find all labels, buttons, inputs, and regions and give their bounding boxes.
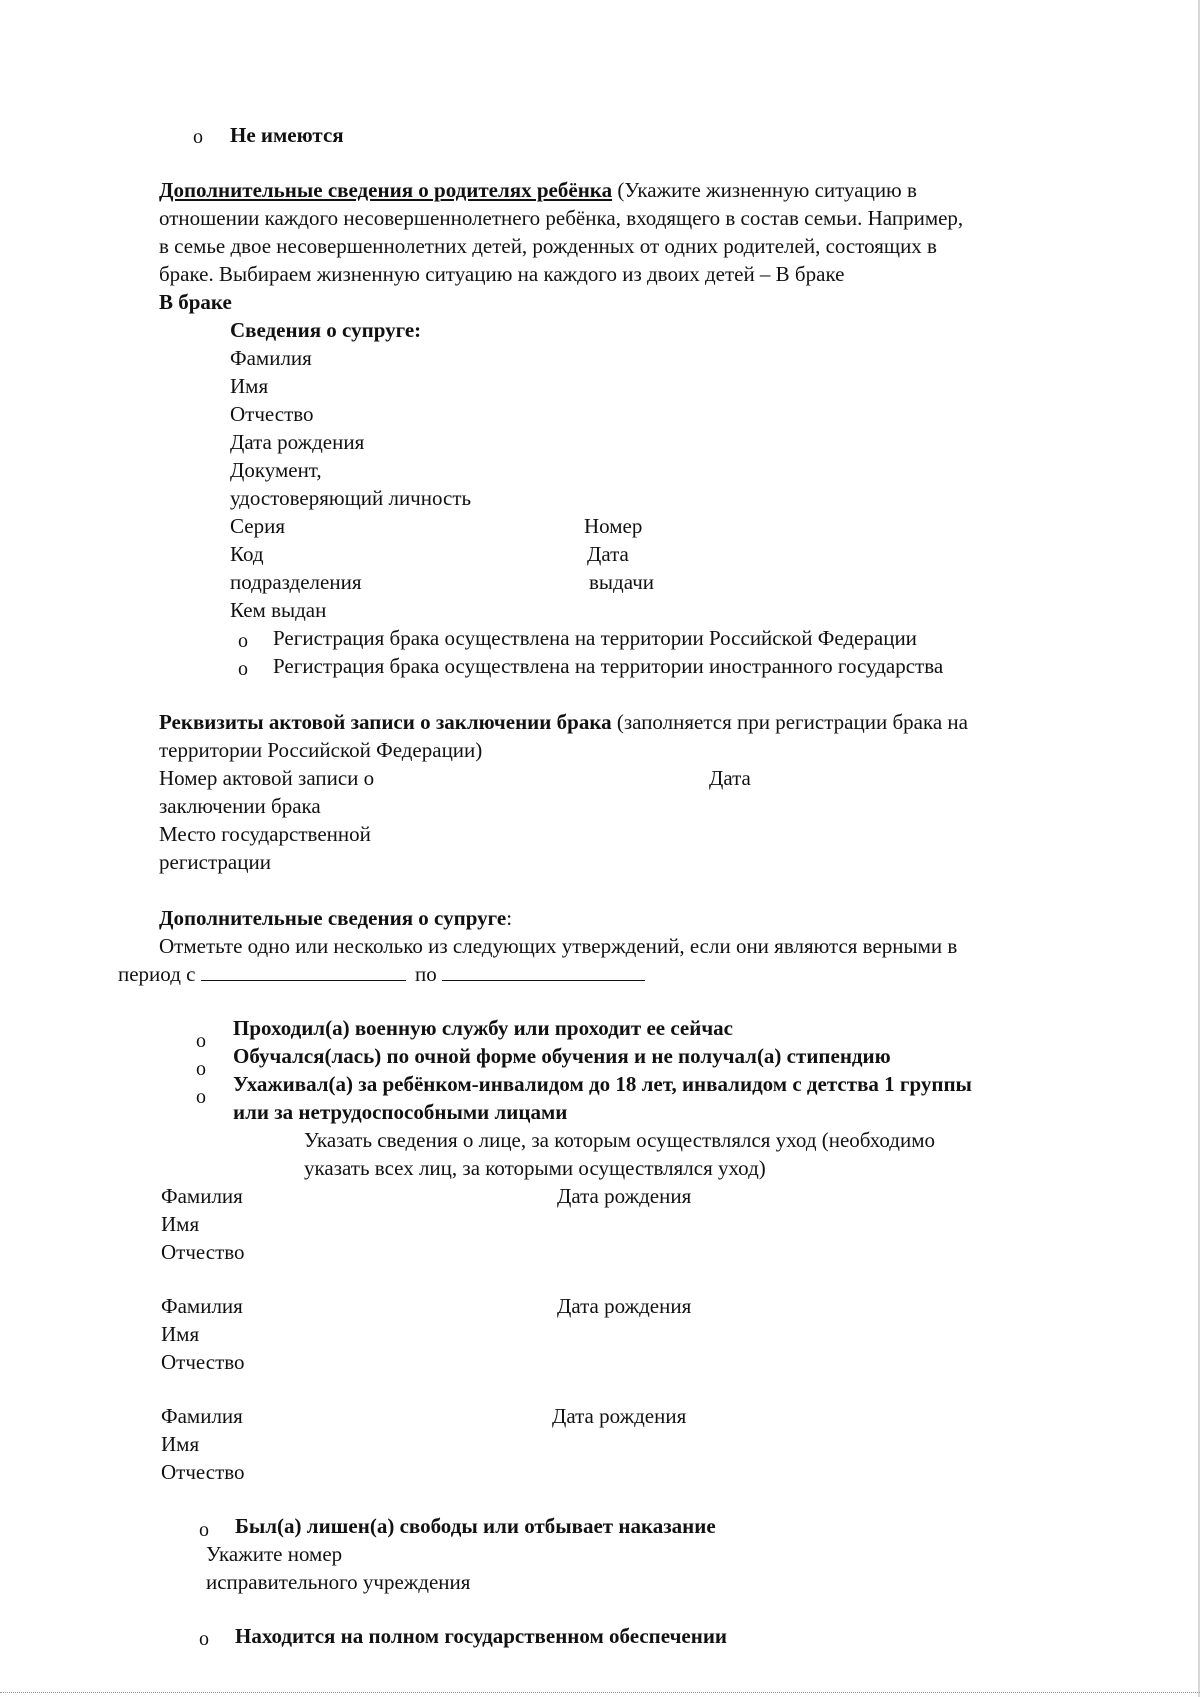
scan-bottom-edge	[0, 1691, 1200, 1693]
spouse-issued-by-label: Кем выдан	[230, 598, 327, 622]
care-patronymic-label: Отчество	[161, 1240, 245, 1264]
extra-spouse-heading-line	[159, 906, 512, 931]
care-name-label: Имя	[161, 1322, 200, 1346]
registration-foreign-label: Регистрация брака осуществлена на территории иностранного государства	[273, 654, 944, 678]
state-support-label: Находится на полном государственном обеспечении	[235, 1624, 728, 1648]
checkbox-care[interactable]: o	[196, 1086, 206, 1108]
act-number-label: Номер актовой записи о	[159, 766, 375, 790]
spouse-birth-date-label: Дата рождения	[230, 430, 365, 454]
radio-registration-foreign[interactable]: o	[238, 658, 248, 680]
period-to-input[interactable]	[442, 962, 645, 981]
act-place-label-2: регистрации	[159, 850, 271, 874]
spouse-number-label: Номер	[584, 514, 643, 538]
registration-rf-label: Регистрация брака осуществлена на территории Российской Федерации	[273, 626, 917, 650]
care-note-2: указать всех лиц, за которыми осуществлялся уход)	[304, 1156, 766, 1180]
spouse-name-label: Имя	[230, 374, 269, 398]
care-label-2: или за нетрудоспособными лицами	[233, 1100, 568, 1124]
care-surname-label: Фамилия	[161, 1294, 243, 1318]
spouse-issue-date-label-2: выдачи	[589, 570, 654, 594]
care-birth-date-label: Дата рождения	[552, 1404, 687, 1428]
checkbox-prison[interactable]: o	[199, 1519, 209, 1541]
period-from-label: период с	[118, 962, 196, 986]
care-surname-label: Фамилия	[161, 1404, 243, 1428]
spouse-document-label: Документ,	[230, 458, 322, 482]
checkbox-study[interactable]: o	[196, 1058, 206, 1080]
period-to-label: по	[414, 962, 437, 986]
prison-hint-2: исправительного учреждения	[206, 1570, 471, 1594]
act-record-heading-line	[159, 710, 968, 735]
act-place-label: Место государственной	[159, 822, 371, 846]
care-name-label: Имя	[161, 1432, 200, 1456]
care-note: Указать сведения о лице, за которым осуществлялся уход (необходимо	[304, 1128, 935, 1152]
extra-spouse-heading: Дополнительные сведения о супруге	[159, 906, 507, 930]
spouse-code-label-2: подразделения	[230, 570, 362, 594]
care-patronymic-label: Отчество	[161, 1460, 245, 1484]
spouse-issue-date-label: Дата	[587, 542, 629, 566]
spouse-code-label: Код	[230, 542, 264, 566]
parents-note-1: (Укажите жизненную ситуацию в	[612, 178, 917, 202]
care-patronymic-label: Отчество	[161, 1350, 245, 1374]
spouse-patronymic-label: Отчество	[230, 402, 314, 426]
military-label: Проходил(а) военную службу или проходит ее сейчас	[233, 1016, 733, 1040]
married-label: В браке	[159, 290, 232, 314]
period-line	[118, 962, 645, 987]
spouse-surname-label: Фамилия	[230, 346, 312, 370]
option-none-label: Не имеются	[230, 123, 344, 147]
study-label: Обучался(лась) по очной форме обучения и не получал(а) стипендию	[233, 1044, 891, 1068]
care-birth-date-label: Дата рождения	[557, 1184, 692, 1208]
radio-none[interactable]: o	[193, 126, 203, 148]
parents-heading: Дополнительные сведения о родителях ребёнка	[159, 178, 613, 202]
act-record-heading: Реквизиты актовой записи о заключении брака	[159, 710, 612, 734]
period-from-input[interactable]	[201, 962, 406, 981]
parents-note-2: отношении каждого несовершеннолетнего ребёнка, входящего в состав семьи. Например,	[159, 206, 964, 230]
spouse-series-label: Серия	[230, 514, 285, 538]
radio-registration-rf[interactable]: o	[238, 630, 248, 652]
act-number-label-2: заключении брака	[159, 794, 321, 818]
checkbox-state-support[interactable]: o	[199, 1628, 209, 1650]
care-birth-date-label: Дата рождения	[557, 1294, 692, 1318]
checkbox-military[interactable]: o	[196, 1030, 206, 1052]
act-date-label: Дата	[709, 766, 751, 790]
extra-spouse-instruction: Отметьте одно или несколько из следующих утверждений, если они являются верными в	[159, 934, 958, 958]
care-surname-label: Фамилия	[161, 1184, 243, 1208]
parents-heading-line	[159, 178, 917, 203]
act-record-note-1: (заполняется при регистрации брака на	[611, 710, 968, 734]
prison-label: Был(а) лишен(а) свободы или отбывает наказание	[235, 1514, 716, 1538]
care-name-label: Имя	[161, 1212, 200, 1236]
parents-note-4: браке. Выбираем жизненную ситуацию на каждого из двоих детей – В браке	[159, 262, 845, 286]
spouse-heading: Сведения о супруге:	[230, 318, 422, 342]
act-record-note-2: территории Российской Федерации)	[159, 738, 483, 762]
care-label: Ухаживал(а) за ребёнком-инвалидом до 18 лет, инвалидом с детства 1 группы	[233, 1072, 972, 1096]
parents-note-3: в семье двое несовершеннолетних детей, рожденных от одних родителей, состоящих в	[159, 234, 937, 258]
prison-hint: Укажите номер	[206, 1542, 343, 1566]
extra-spouse-colon: :	[506, 906, 513, 930]
spouse-document-label-2: удостоверяющий личность	[230, 486, 472, 510]
